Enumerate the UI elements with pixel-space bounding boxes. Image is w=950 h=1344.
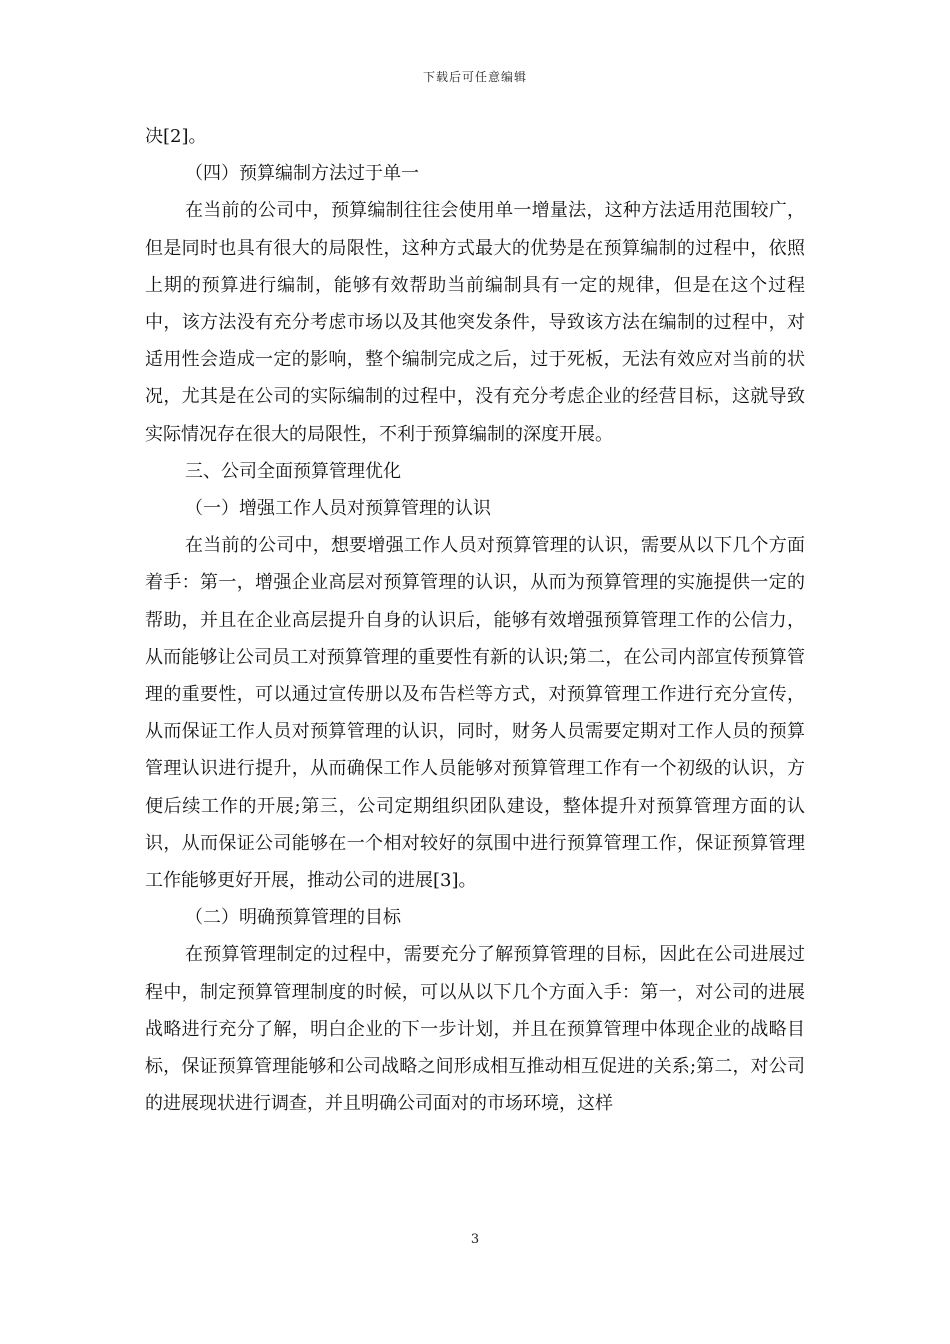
subheading-goals: （二）明确预算管理的目标 bbox=[185, 907, 401, 929]
subheading-budget-method: （四）预算编制方法过于单一 bbox=[185, 163, 419, 185]
paragraph-continuation: 决[2]。 bbox=[145, 126, 207, 147]
section-heading-optimization: 三、公司全面预算管理优化 bbox=[185, 460, 401, 482]
page-header: 下载后可任意编辑 bbox=[422, 70, 527, 84]
paragraph-budget-method: 在当前的公司中，预算编制往往会使用单一增量法，这种方法适用范围较广，但是同时也具有很大的局限性，这种方式最大的优势是在预算编制的过程中，依照上期的预算进行编制，能够有效帮助当前编制具有一定的规律，但是在这个过程中，该方法没有充分考虑市场以及其他突发条件，导致该方法在编制的过程中，对适用性会造成一定的影响，整个编制完成之后，过于死板，无法有效应对当前的状况，尤其是在公司的实际编制的过程中，没有充分考虑企业的经营目标，这就导致实际情况存在很大的局限性，不利于预算编制的深度开展。 bbox=[145, 200, 805, 445]
page-number: 3 bbox=[470, 1232, 480, 1247]
document-body bbox=[145, 118, 805, 1122]
paragraph-awareness: 在当前的公司中，想要增强工作人员对预算管理的认识，需要从以下几个方面着手：第一，增强企业高层对预算管理的认识，从而为预算管理的实施提供一定的帮助，并且在企业高层提升自身的认识后，能够有效增强预算管理工作的公信力，从而能够让公司员工对预算管理的重要性有新的认识;第二，在公司内部宣传预算管理的重要性，可以通过宣传册以及布告栏等方式，对预算管理工作进行充分宣传，从而保证工作人员对预算管理的认识，同时，财务人员需要定期对工作人员的预算管理认识进行提升，从而确保工作人员能够对预算管理工作有一个初级的认识，方便后续工作的开展;第三，公司定期组织团队建设，整体提升对预算管理方面的认识，从而保证公司能够在一个相对较好的氛围中进行预算管理工作，保证预算管理工作能够更好开展，推动公司的进展[3]。 bbox=[145, 535, 805, 892]
subheading-awareness: （一）增强工作人员对预算管理的认识 bbox=[185, 498, 491, 520]
paragraph-goals: 在预算管理制定的过程中，需要充分了解预算管理的目标，因此在公司进展过程中，制定预算管理制度的时候，可以从以下几个方面入手：第一，对公司的进展战略进行充分了解，明白企业的下一步计划，并且在预算管理中体现企业的战略目标，保证预算管理能够和公司战略之间形成相互推动相互促进的关系;第二，对公司的进展现状进行调查，并且明确公司面对的市场环境，这样 bbox=[145, 944, 805, 1115]
